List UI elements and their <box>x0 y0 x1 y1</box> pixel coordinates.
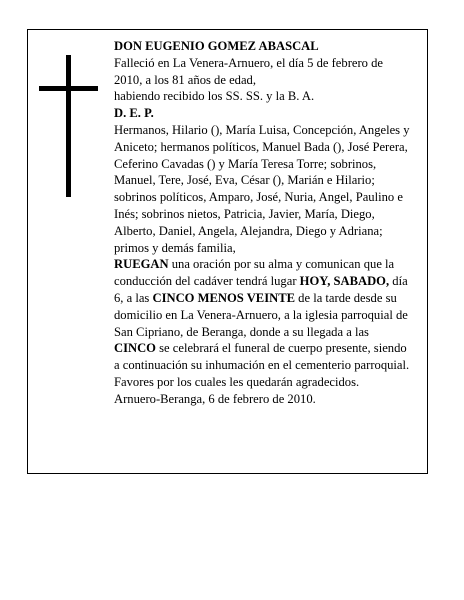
sacraments-line: habiendo recibido los SS. SS. y la B. A. <box>114 89 315 104</box>
cross-icon <box>66 55 71 197</box>
hoy-sabado-bold: HOY, SABADO, <box>299 274 390 289</box>
death-line: Falleció en La Venera-Arnuero, el día 5 de febrero de 2010, a los 81 años de edad, <box>114 55 384 87</box>
deceased-name: DON EUGENIO GOMEZ ABASCAL <box>114 39 319 53</box>
notice-text <box>114 38 410 408</box>
family-paragraph: Hermanos, Hilario (), María Luisa, Concepción, Angeles y Aniceto; hermanos políticos, Manuel Bada (), José Perera, Ceferino Cavadas () y María Teresa Torre; sobrinos, Manuel, Tere, José, Eva, César (), Marián e Hilario; sobrinos políticos, Amparo, José, Nuria, Angel, Paulino e Inés; sobrinos nietos, Patricia, Javier, María, Diego, Alberto, Daniel, Angela, Alejandra, Diego y Adriana; primos y demás familia, RUEGAN una oración por su alma y comunican que la conducción del cadáver tendrá lugar HOY, SABADO, día 6, a las CINCO MENOS VEINTE de la tarde desde su domicilio en La Venera-Arnuero, a la iglesia parroquial de San Cipriano, de Beranga, donde a su llegada a las CINCO se celebrará el funeral de cuerpo presente, siendo a continuación su inhumación en el cementerio parroquial. Favores por los cuales les quedarán agradecidos. <box>114 122 410 389</box>
dep-line: D. E. P. <box>114 106 154 121</box>
ruegan-bold: RUEGAN <box>114 257 169 272</box>
place-date: Arnuero-Beranga, 6 de febrero de 2010. <box>114 391 316 406</box>
cross-icon-bar <box>39 86 98 91</box>
time-bold: CINCO MENOS VEINTE <box>152 290 296 305</box>
cinco-bold: CINCO <box>114 341 156 356</box>
